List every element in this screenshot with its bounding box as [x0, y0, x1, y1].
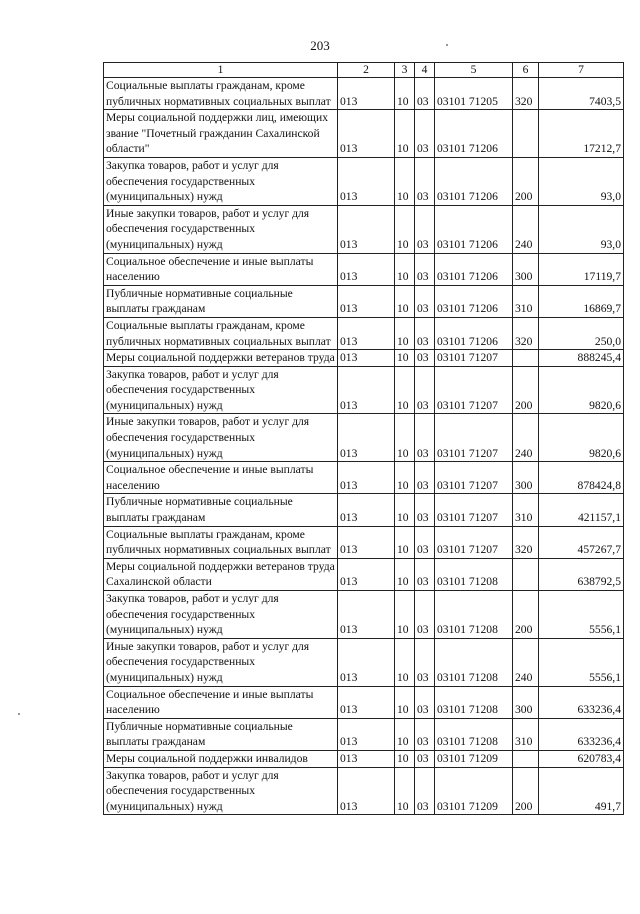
row-c4-cell: 03	[415, 750, 435, 767]
row-c4-cell: 03	[415, 350, 435, 367]
row-c6-cell: 240	[513, 638, 539, 686]
row-c2-cell: 013	[338, 253, 395, 285]
row-c6-cell: 310	[513, 285, 539, 317]
row-name-cell: Публичные нормативные социальные выплаты гражданам	[104, 494, 338, 526]
row-name-cell: Публичные нормативные социальные выплаты гражданам	[104, 285, 338, 317]
header-row	[104, 63, 624, 78]
row-c3-cell: 10	[395, 110, 415, 158]
row-c2-cell: 013	[338, 110, 395, 158]
row-c7-cell: 421157,1	[539, 494, 624, 526]
page-number: 203	[310, 38, 330, 53]
row-c7-cell: 9820,6	[539, 414, 624, 462]
row-c7-cell: 93,0	[539, 157, 624, 205]
row-c6-cell: 310	[513, 494, 539, 526]
row-c7-cell: 250,0	[539, 317, 624, 349]
row-c7-cell: 888245,4	[539, 350, 624, 367]
row-c6-cell: 200	[513, 767, 539, 815]
row-c7-cell: 9820,6	[539, 366, 624, 414]
row-c5-cell: 03101 71208	[435, 686, 513, 718]
row-name-cell: Социальные выплаты гражданам, кроме публичных нормативных социальных выплат	[104, 526, 338, 558]
row-c7-cell: 7403,5	[539, 78, 624, 110]
column-header: 7	[539, 63, 624, 78]
row-c2-cell: 013	[338, 317, 395, 349]
row-name-cell: Меры социальной поддержки ветеранов труда Сахалинской области	[104, 558, 338, 590]
row-c3-cell: 10	[395, 205, 415, 253]
table-row	[104, 285, 624, 317]
row-name-cell: Закупка товаров, работ и услуг для обеспечения государственных (муниципальных) нужд	[104, 366, 338, 414]
row-c2-cell: 013	[338, 157, 395, 205]
row-c6-cell: 240	[513, 414, 539, 462]
row-c2-cell: 013	[338, 767, 395, 815]
row-c3-cell: 10	[395, 253, 415, 285]
scan-speck	[18, 713, 20, 715]
row-c5-cell: 03101 71206	[435, 205, 513, 253]
row-c7-cell: 457267,7	[539, 526, 624, 558]
row-name-cell: Иные закупки товаров, работ и услуг для обеспечения государственных (муниципальных) нужд	[104, 205, 338, 253]
row-name-cell: Меры социальной поддержки инвалидов	[104, 750, 338, 767]
row-c6-cell: 320	[513, 78, 539, 110]
row-c3-cell: 10	[395, 686, 415, 718]
row-c3-cell: 10	[395, 558, 415, 590]
row-c4-cell: 03	[415, 366, 435, 414]
table-row	[104, 526, 624, 558]
row-c7-cell: 93,0	[539, 205, 624, 253]
row-c7-cell: 5556,1	[539, 638, 624, 686]
row-c4-cell: 03	[415, 110, 435, 158]
row-name-cell: Социальные выплаты гражданам, кроме публичных нормативных социальных выплат	[104, 78, 338, 110]
row-c2-cell: 013	[338, 78, 395, 110]
row-c5-cell: 03101 71206	[435, 110, 513, 158]
row-c3-cell: 10	[395, 285, 415, 317]
table-row	[104, 750, 624, 767]
row-c5-cell: 03101 71207	[435, 414, 513, 462]
row-name-cell: Публичные нормативные социальные выплаты гражданам	[104, 718, 338, 750]
row-c5-cell: 03101 71206	[435, 317, 513, 349]
row-c6-cell: 300	[513, 462, 539, 494]
row-c5-cell: 03101 71209	[435, 750, 513, 767]
table-row	[104, 110, 624, 158]
row-c7-cell: 620783,4	[539, 750, 624, 767]
row-name-cell: Социальное обеспечение и иные выплаты населению	[104, 686, 338, 718]
row-c7-cell: 16869,7	[539, 285, 624, 317]
column-header: 6	[513, 63, 539, 78]
row-c6-cell	[513, 558, 539, 590]
row-c6-cell: 310	[513, 718, 539, 750]
table-row	[104, 366, 624, 414]
row-c4-cell: 03	[415, 526, 435, 558]
row-c6-cell: 320	[513, 317, 539, 349]
row-c3-cell: 10	[395, 591, 415, 639]
row-name-cell: Иные закупки товаров, работ и услуг для обеспечения государственных (муниципальных) нужд	[104, 638, 338, 686]
row-c3-cell: 10	[395, 526, 415, 558]
row-c3-cell: 10	[395, 718, 415, 750]
table-row	[104, 686, 624, 718]
table-row	[104, 718, 624, 750]
column-header: 1	[104, 63, 338, 78]
row-c3-cell: 10	[395, 366, 415, 414]
row-c4-cell: 03	[415, 157, 435, 205]
row-c2-cell: 013	[338, 494, 395, 526]
column-header: 2	[338, 63, 395, 78]
table-row	[104, 350, 624, 367]
row-c2-cell: 013	[338, 638, 395, 686]
row-c6-cell	[513, 110, 539, 158]
row-c6-cell: 240	[513, 205, 539, 253]
row-name-cell: Социальное обеспечение и иные выплаты населению	[104, 462, 338, 494]
row-c4-cell: 03	[415, 462, 435, 494]
row-c6-cell: 200	[513, 366, 539, 414]
row-c4-cell: 03	[415, 78, 435, 110]
row-c7-cell: 633236,4	[539, 718, 624, 750]
row-c4-cell: 03	[415, 414, 435, 462]
row-c6-cell: 200	[513, 591, 539, 639]
row-c3-cell: 10	[395, 638, 415, 686]
row-c3-cell: 10	[395, 414, 415, 462]
row-c4-cell: 03	[415, 686, 435, 718]
row-c5-cell: 03101 71206	[435, 157, 513, 205]
table-row	[104, 462, 624, 494]
row-c4-cell: 03	[415, 494, 435, 526]
row-c2-cell: 013	[338, 591, 395, 639]
row-name-cell: Социальное обеспечение и иные выплаты населению	[104, 253, 338, 285]
budget-table	[103, 62, 624, 815]
row-c5-cell: 03101 71207	[435, 494, 513, 526]
table-row	[104, 591, 624, 639]
scan-speck	[446, 44, 448, 46]
row-c5-cell: 03101 71205	[435, 78, 513, 110]
column-header: 4	[415, 63, 435, 78]
row-c6-cell	[513, 750, 539, 767]
row-c5-cell: 03101 71208	[435, 638, 513, 686]
row-c5-cell: 03101 71208	[435, 558, 513, 590]
row-c4-cell: 03	[415, 558, 435, 590]
row-c4-cell: 03	[415, 591, 435, 639]
row-name-cell: Закупка товаров, работ и услуг для обеспечения государственных (муниципальных) нужд	[104, 157, 338, 205]
row-name-cell: Закупка товаров, работ и услуг для обеспечения государственных (муниципальных) нужд	[104, 591, 338, 639]
row-c2-cell: 013	[338, 462, 395, 494]
table-row	[104, 414, 624, 462]
row-c4-cell: 03	[415, 317, 435, 349]
table-row	[104, 558, 624, 590]
row-c5-cell: 03101 71207	[435, 366, 513, 414]
row-c2-cell: 013	[338, 526, 395, 558]
row-c6-cell: 320	[513, 526, 539, 558]
row-name-cell: Иные закупки товаров, работ и услуг для обеспечения государственных (муниципальных) нужд	[104, 414, 338, 462]
row-c5-cell: 03101 71206	[435, 253, 513, 285]
row-c4-cell: 03	[415, 638, 435, 686]
row-c3-cell: 10	[395, 462, 415, 494]
row-c4-cell: 03	[415, 767, 435, 815]
row-c3-cell: 10	[395, 317, 415, 349]
table-row	[104, 767, 624, 815]
row-c4-cell: 03	[415, 285, 435, 317]
row-c6-cell: 300	[513, 253, 539, 285]
row-c5-cell: 03101 71207	[435, 350, 513, 367]
row-c3-cell: 10	[395, 494, 415, 526]
row-c2-cell: 013	[338, 366, 395, 414]
table-row	[104, 78, 624, 110]
row-c6-cell	[513, 350, 539, 367]
row-c7-cell: 17119,7	[539, 253, 624, 285]
row-c2-cell: 013	[338, 686, 395, 718]
row-c4-cell: 03	[415, 718, 435, 750]
table-row	[104, 157, 624, 205]
row-c2-cell: 013	[338, 414, 395, 462]
row-c7-cell: 17212,7	[539, 110, 624, 158]
row-name-cell: Закупка товаров, работ и услуг для обеспечения государственных (муниципальных) нужд	[104, 767, 338, 815]
row-c3-cell: 10	[395, 157, 415, 205]
row-c7-cell: 878424,8	[539, 462, 624, 494]
row-c6-cell: 300	[513, 686, 539, 718]
row-c7-cell: 638792,5	[539, 558, 624, 590]
table-row	[104, 494, 624, 526]
table-row	[104, 317, 624, 349]
row-c6-cell: 200	[513, 157, 539, 205]
row-c4-cell: 03	[415, 205, 435, 253]
row-c5-cell: 03101 71208	[435, 718, 513, 750]
row-c2-cell: 013	[338, 205, 395, 253]
row-name-cell: Меры социальной поддержки лиц, имеющих звание "Почетный гражданин Сахалинской области"	[104, 110, 338, 158]
row-c2-cell: 013	[338, 285, 395, 317]
row-c5-cell: 03101 71206	[435, 285, 513, 317]
row-c3-cell: 10	[395, 350, 415, 367]
row-c7-cell: 5556,1	[539, 591, 624, 639]
column-header: 5	[435, 63, 513, 78]
row-c3-cell: 10	[395, 767, 415, 815]
row-c2-cell: 013	[338, 750, 395, 767]
row-c3-cell: 10	[395, 78, 415, 110]
row-c5-cell: 03101 71208	[435, 591, 513, 639]
row-c2-cell: 013	[338, 718, 395, 750]
row-c3-cell: 10	[395, 750, 415, 767]
table-row	[104, 205, 624, 253]
table-row	[104, 253, 624, 285]
row-name-cell: Социальные выплаты гражданам, кроме публичных нормативных социальных выплат	[104, 317, 338, 349]
row-c5-cell: 03101 71209	[435, 767, 513, 815]
column-header: 3	[395, 63, 415, 78]
row-name-cell: Меры социальной поддержки ветеранов труда	[104, 350, 338, 367]
row-c7-cell: 633236,4	[539, 686, 624, 718]
row-c5-cell: 03101 71207	[435, 462, 513, 494]
table-row	[104, 638, 624, 686]
row-c7-cell: 491,7	[539, 767, 624, 815]
row-c2-cell: 013	[338, 350, 395, 367]
row-c2-cell: 013	[338, 558, 395, 590]
row-c5-cell: 03101 71207	[435, 526, 513, 558]
row-c4-cell: 03	[415, 253, 435, 285]
